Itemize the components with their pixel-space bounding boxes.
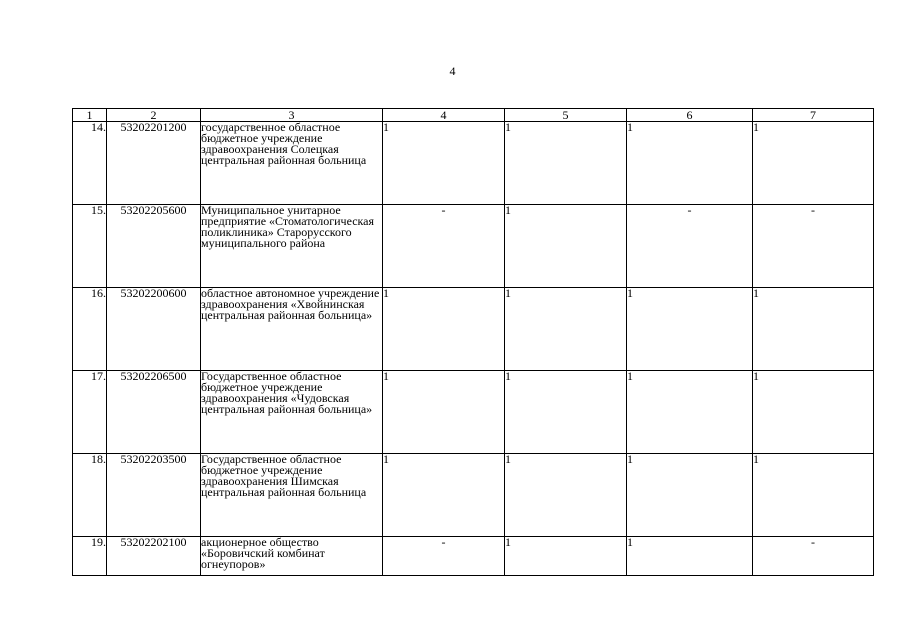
row-value-col4: - <box>383 537 505 576</box>
column-header: 1 <box>73 109 107 122</box>
row-value-col4: - <box>383 205 505 288</box>
row-organization-name: областное автономное учреждение здравоохранения «Хвойнинская центральная районная больница» <box>201 288 383 371</box>
row-code: 53202206500 <box>107 371 201 454</box>
row-value-col5: 1 <box>505 288 627 371</box>
row-organization-name: акционерное общество «Боровичский комбинат огнеупоров» <box>201 537 383 576</box>
row-value-col7: - <box>753 537 874 576</box>
column-header: 6 <box>627 109 753 122</box>
row-code: 53202200600 <box>107 288 201 371</box>
column-header: 4 <box>383 109 505 122</box>
row-number: 14. <box>73 122 107 205</box>
row-value-col7: 1 <box>753 454 874 537</box>
row-organization-name: Муниципальное унитарное предприятие «Стоматологическая поликлиника» Старорусского муниципального района <box>201 205 383 288</box>
document-table <box>72 108 874 576</box>
table-row <box>73 371 874 454</box>
row-value-col6: 1 <box>627 537 753 576</box>
row-value-col6: 1 <box>627 454 753 537</box>
row-value-col5: 1 <box>505 537 627 576</box>
row-value-col7: - <box>753 205 874 288</box>
table-row <box>73 288 874 371</box>
row-organization-name: Государственное областное бюджетное учреждение здравоохранения «Чудовская центральная районная больница» <box>201 371 383 454</box>
row-value-col4: 1 <box>383 454 505 537</box>
table-row <box>73 205 874 288</box>
row-value-col6: 1 <box>627 371 753 454</box>
table-row <box>73 454 874 537</box>
row-code: 53202202100 <box>107 537 201 576</box>
row-value-col6: - <box>627 205 753 288</box>
row-value-col7: 1 <box>753 371 874 454</box>
row-value-col7: 1 <box>753 122 874 205</box>
table-row <box>73 537 874 576</box>
row-organization-name: Государственное областное бюджетное учреждение здравоохранения Шимская центральная районная больница <box>201 454 383 537</box>
column-header: 3 <box>201 109 383 122</box>
row-value-col4: 1 <box>383 288 505 371</box>
row-value-col6: 1 <box>627 122 753 205</box>
row-organization-name: государственное областное бюджетное учреждение здравоохранения Солецкая центральная районная больница <box>201 122 383 205</box>
row-value-col6: 1 <box>627 288 753 371</box>
row-number: 18. <box>73 454 107 537</box>
row-value-col7: 1 <box>753 288 874 371</box>
table-row <box>73 122 874 205</box>
row-value-col5: 1 <box>505 205 627 288</box>
column-header: 7 <box>753 109 874 122</box>
row-number: 19. <box>73 537 107 576</box>
row-value-col5: 1 <box>505 122 627 205</box>
row-value-col5: 1 <box>505 371 627 454</box>
row-code: 53202205600 <box>107 205 201 288</box>
row-value-col4: 1 <box>383 371 505 454</box>
row-code: 53202201200 <box>107 122 201 205</box>
column-header: 2 <box>107 109 201 122</box>
page-number: 4 <box>449 64 456 78</box>
row-number: 16. <box>73 288 107 371</box>
row-code: 53202203500 <box>107 454 201 537</box>
row-number: 17. <box>73 371 107 454</box>
row-value-col4: 1 <box>383 122 505 205</box>
row-number: 15. <box>73 205 107 288</box>
column-header: 5 <box>505 109 627 122</box>
row-value-col5: 1 <box>505 454 627 537</box>
